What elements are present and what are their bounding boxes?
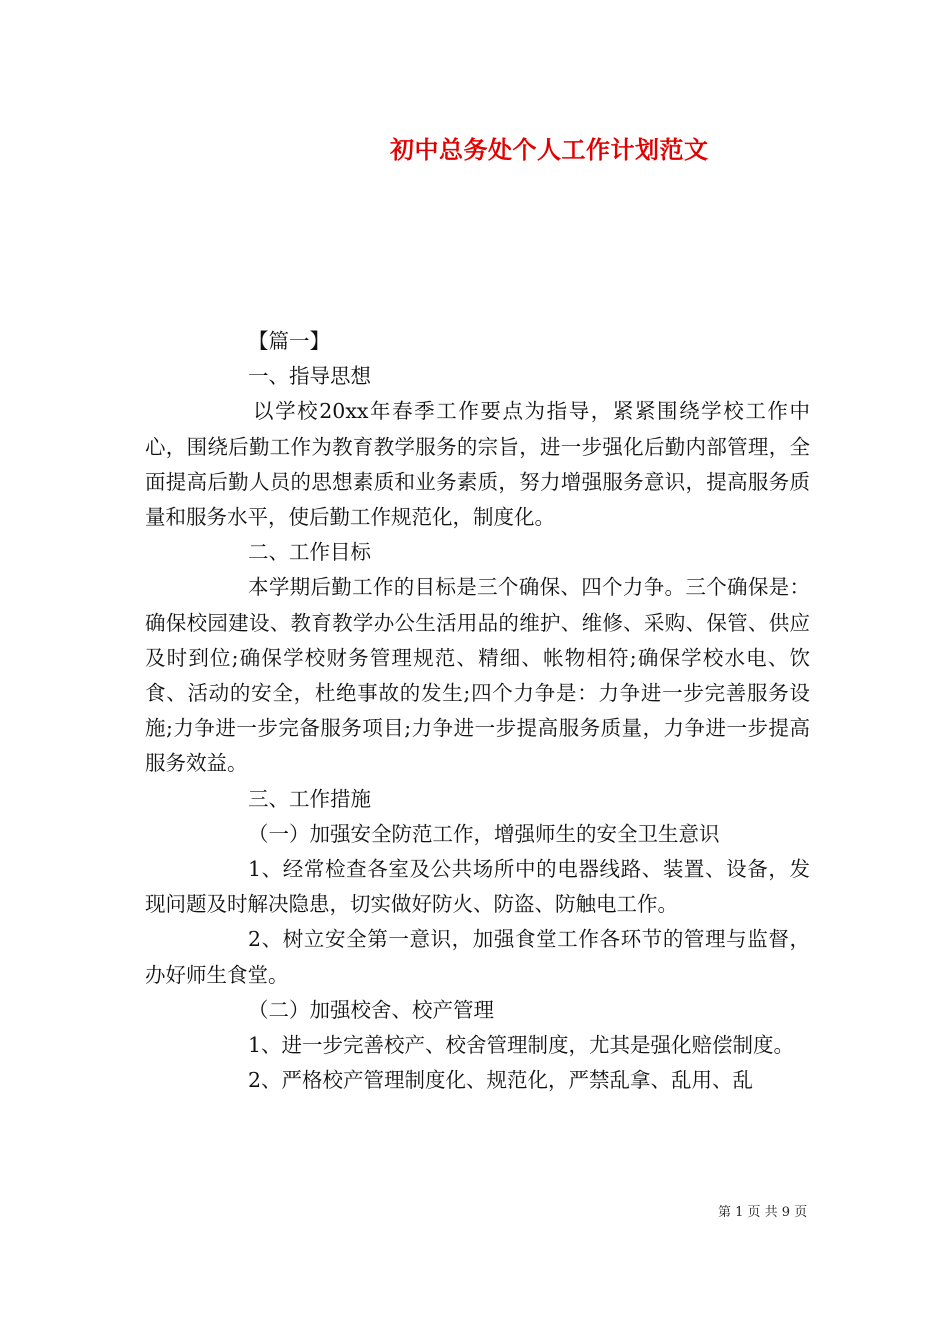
document-body (145, 324, 810, 1098)
paragraph-guiding-ideology: 以学校20xx年春季工作要点为指导，紧紧围绕学校工作中心，围绕后勤工作为教育教学服务的宗旨，进一步强化后勤内部管理，全面提高后勤人员的思想素质和业务素质，努力增强服务意识，提高服务质量和服务水平，使后勤工作规范化，制度化。 (145, 399, 810, 530)
paragraph-property-item-1: 1、进一步完善校产、校舍管理制度，尤其是强化赔偿制度。 (248, 1033, 795, 1058)
paragraph-safety-item-1: 1、经常检查各室及公共场所中的电器线路、装置、设备，发现问题及时解决隐患，切实做好防火、防盗、防触电工作。 (145, 857, 810, 917)
paragraph-property-item-2: 2、严格校产管理制度化、规范化，严禁乱拿、乱用、乱 (248, 1068, 754, 1093)
heading-work-goals: 二、工作目标 (248, 540, 371, 565)
subheading-property-management: （二）加强校舍、校产管理 (248, 997, 494, 1022)
paragraph-work-goals: 本学期后勤工作的目标是三个确保、四个力争。三个确保是：确保校园建设、教育教学办公生活用品的维护、维修、采购、保管、供应及时到位;确保学校财务管理规范、精细、帐物相符;确保学校水电、饮食、活动的安全，杜绝事故的发生;四个力争是：力争进一步完善服务设施;力争进一步完备服务项目;力争进一步提高服务质量，力争进一步提高服务效益。 (145, 575, 810, 776)
paragraph-safety-item-2: 2、树立安全第一意识，加强食堂工作各环节的管理与监督，办好师生食堂。 (145, 927, 810, 987)
heading-guiding-ideology: 一、指导思想 (248, 364, 371, 389)
document-title: 初中总务处个人工作计划范文 (390, 135, 709, 164)
subheading-safety: （一）加强安全防范工作，增强师生的安全卫生意识 (248, 821, 720, 846)
heading-work-measures: 三、工作措施 (248, 786, 371, 811)
section-label: 【篇一】 (248, 329, 330, 353)
page-number-footer: 第 1 页 共 9 页 (718, 1205, 808, 1220)
